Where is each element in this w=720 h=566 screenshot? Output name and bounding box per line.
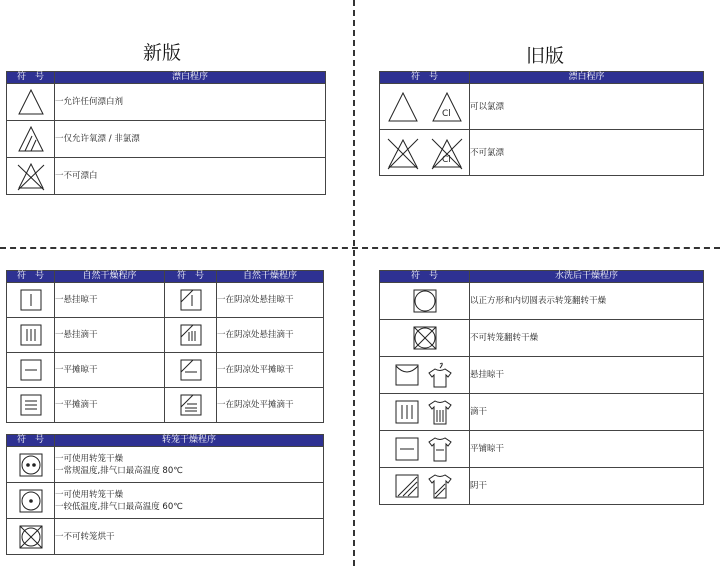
row-text: 平铺晾干 [470,431,704,468]
tumble-one-dot-icon [18,488,44,514]
shade-shirt-icon [425,472,455,500]
table-row [7,353,324,388]
cl-label: Cl [441,154,451,165]
row-text-line: 一较低温度,排气口最高温度 60℃ [55,501,183,512]
table-row [7,388,324,423]
row-text-line: 一常规温度,排气口最高温度 80℃ [55,465,183,476]
line-dry-square-icon [394,362,420,388]
table-row [380,84,704,130]
tumble-header: 转笼干燥程序 [55,435,324,447]
table-row [380,283,704,320]
row-text: 一允许任何漂白剂 [55,84,326,121]
triangle-icon [17,87,45,117]
row-text: 一不可转笼烘干 [55,519,324,555]
row-text: 一在阴凉处平摊滴干 [217,388,324,423]
row-text: 不可转笼翻转干燥 [470,320,704,357]
row-text: 一在阴凉处悬挂滴干 [217,318,324,353]
tumble-square-icon [412,288,438,314]
table-row [7,121,326,158]
row-text: 滴干 [470,394,704,431]
new-version-title: 新版 [143,42,182,64]
row-text [55,483,324,519]
triangle-cl-icon [386,89,464,125]
symbol-header: 符 号 [165,271,217,283]
tumble-dry-table [6,434,324,555]
drip-dry-square-icon [394,399,420,425]
drip-flat-shade-icon [179,393,203,417]
row-text: 一悬挂晾干 [55,283,165,318]
striped-triangle-icon [17,124,45,154]
row-text [55,447,324,483]
no-tumble-icon [18,524,44,550]
horizontal-divider [0,247,720,249]
table-row [380,130,704,176]
new-bleach-table [6,71,326,195]
table-row [7,283,324,318]
symbol-header: 符 号 [7,72,55,84]
cl-label: Cl [441,108,451,119]
row-text: 可以氯漂 [470,84,704,130]
row-text: 不可氯漂 [470,130,704,176]
table-row [7,447,324,483]
vertical-divider [353,0,355,566]
dry-flat-square-icon [394,436,420,462]
tumble-two-dots-icon [18,452,44,478]
old-bleach-header: 漂白程序 [470,72,704,84]
row-text: 悬挂晾干 [470,357,704,394]
table-row [7,158,326,195]
row-text: 阴干 [470,468,704,505]
no-tumble-square-icon [412,325,438,351]
natural-dry-header-left: 自然干燥程序 [55,271,165,283]
dripping-shirt-icon [425,398,455,426]
drip-flat-icon [19,393,43,417]
row-text-line: 一可使用转笼干燥 [55,453,124,464]
old-version-title: 旧版 [526,45,565,67]
crossed-triangle-cl-icon [386,135,464,171]
table-row [380,431,704,468]
natural-dry-header-right: 自然干燥程序 [217,271,324,283]
old-bleach-table [379,71,704,176]
symbol-header: 符 号 [380,72,470,84]
symbol-header: 符 号 [7,435,55,447]
dry-flat-shade-icon [179,358,203,382]
row-text: 一平摊晾干 [55,353,165,388]
drip-dry-shade-icon [179,323,203,347]
natural-dry-table [6,270,324,423]
row-text: 一仅允许氧漂 / 非氯漂 [55,121,326,158]
after-wash-header: 水洗后干燥程序 [470,271,704,283]
row-text: 一在阴凉处悬挂晾干 [217,283,324,318]
row-text: 以正方形和内切圆表示转笼翻转干燥 [470,283,704,320]
hanging-shirt-icon [425,361,455,389]
row-text: 一平摊滴干 [55,388,165,423]
shade-dry-square-icon [394,473,420,499]
table-row [380,394,704,431]
after-wash-dry-table [379,270,704,505]
table-row [7,84,326,121]
symbol-header: 符 号 [7,271,55,283]
row-text: 一不可漂白 [55,158,326,195]
bleach-header: 漂白程序 [55,72,326,84]
table-row [7,483,324,519]
table-row [7,318,324,353]
dry-flat-icon [19,358,43,382]
table-row [380,320,704,357]
flat-shirt-icon [425,435,455,463]
crossed-triangle-icon [16,161,46,191]
table-row [380,357,704,394]
table-row [7,519,324,555]
line-dry-icon [19,288,43,312]
row-text: 一在阴凉处平摊晾干 [217,353,324,388]
row-text-line: 一可使用转笼干燥 [55,489,124,500]
drip-dry-icon [19,323,43,347]
row-text: 一悬挂滴干 [55,318,165,353]
table-row [380,468,704,505]
line-dry-shade-icon [179,288,203,312]
symbol-header: 符 号 [380,271,470,283]
